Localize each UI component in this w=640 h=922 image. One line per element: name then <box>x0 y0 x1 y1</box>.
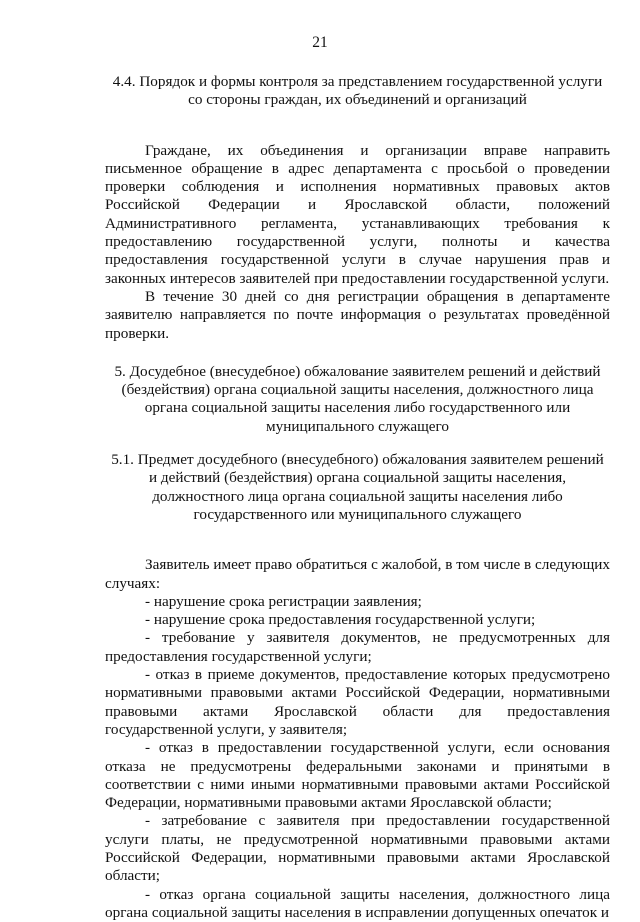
section-5-1-heading <box>105 451 610 524</box>
heading-line: со стороны граждан, их объединений и организаций <box>188 91 527 109</box>
section-5-heading <box>105 363 610 436</box>
heading-line: муниципального служащего <box>265 417 449 435</box>
heading-line: должностного лица органа социальной защиты населения либо <box>152 487 563 505</box>
heading-line: 4.4. Порядок и формы контроля за представлением государственной услуги <box>112 73 603 90</box>
page-number: 21 <box>312 34 328 51</box>
section-4-4-heading <box>105 73 610 110</box>
heading-line: 5. Досудебное (внесудебное) обжалование заявителем решений и действий <box>114 362 601 380</box>
heading-line: органа социальной защиты населения либо государственного или <box>144 399 571 417</box>
heading-line: государственного или муниципального служащего <box>193 505 522 523</box>
list-item: - отказ в предоставлении государственной услуги, если основания отказа не предусмотрены федеральными законами и принятыми в соответствии с ними иными нормативными правовыми актами Российской Федерации, нормативными правовыми актами Ярославской области; <box>105 739 610 812</box>
page-content <box>105 73 610 922</box>
heading-line: 5.1. Предмет досудебного (внесудебного) обжалования заявителем решений <box>111 451 604 469</box>
list-item: - затребование с заявителя при предоставлении государственной услуги платы, не предусмотренной нормативными правовыми актами Российской Федерации, нормативными правовыми актами Ярославской области; <box>105 812 610 885</box>
paragraph: Заявитель имеет право обратиться с жалобой, в том числе в следующих случаях: <box>105 556 610 592</box>
list-item: - отказ в приеме документов, предоставление которых предусмотрено нормативными правовыми актами Российской Федерации, нормативными правовыми актами Ярославской области для предоставления государственной услуги, у заявителя; <box>105 666 610 738</box>
heading-line: и действий (бездействия) органа социальной защиты населения, <box>148 469 566 487</box>
list-item: - требование у заявителя документов, не предусмотренных для предоставления государственной услуги; <box>105 629 610 665</box>
list-item: - нарушение срока предоставления государственной услуги; <box>145 611 536 629</box>
paragraph: Граждане, их объединения и организации вправе направить письменное обращение в адрес департамента с просьбой о проведении проверки соблюдения и исполнения нормативных правовых актов Российской Федерации и Ярославской области, положений Административного регламента, устанавливающих требования к предоставлению государственной услуги, полноты и качества предоставления государственной услуги в случае нарушения прав и законных интересов заявителей при предоставлении государственной услуги. <box>105 141 610 287</box>
heading-line: (бездействия) органа социальной защиты населения, должностного лица <box>121 381 594 399</box>
list-item: - нарушение срока регистрации заявления; <box>145 592 422 610</box>
list-item: - отказ органа социальной защиты населения, должностного лица органа социальной защиты населения в исправлении допущенных опечаток и <box>105 885 610 921</box>
paragraph: В течение 30 дней со дня регистрации обращения в департаменте заявителю направляется по почте информация о результатах проведённой проверки. <box>105 287 610 342</box>
